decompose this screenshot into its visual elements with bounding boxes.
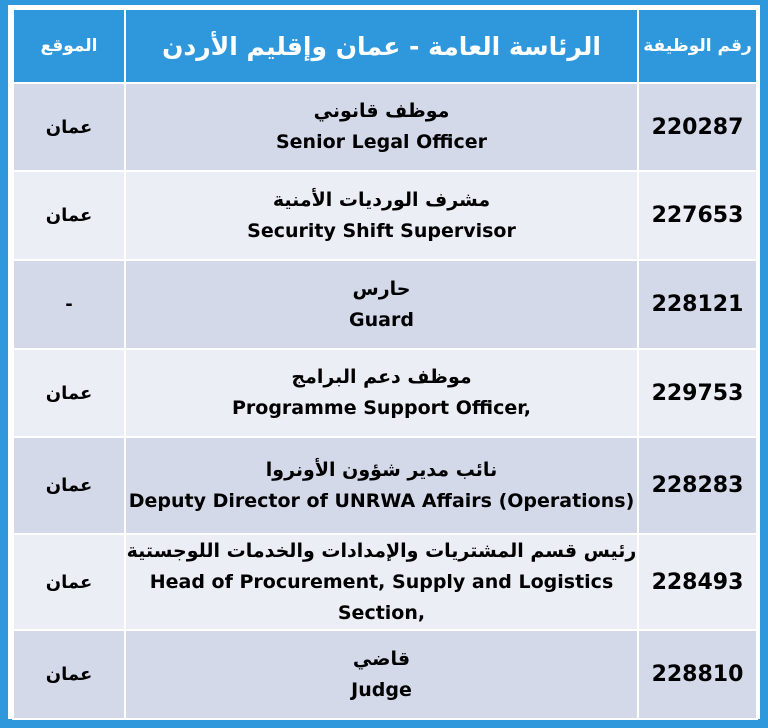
job-title-english: Programme Support Officer, — [231, 397, 532, 419]
cell-job-title — [125, 437, 638, 534]
job-title-arabic: نائب مدير شؤون الأونروا — [265, 458, 498, 481]
job-title-arabic: قاضي — [352, 647, 411, 670]
cell-job-number: 220287 — [638, 83, 757, 171]
cell-location: عمان — [13, 534, 125, 630]
job-title-arabic: حارس — [352, 277, 411, 300]
cell-job-title — [125, 349, 638, 437]
cell-location: عمان — [13, 437, 125, 534]
job-listing-frame — [8, 5, 760, 719]
cell-job-title — [125, 171, 638, 260]
cell-location: عمان — [13, 630, 125, 719]
cell-job-number: 228810 — [638, 630, 757, 719]
cell-job-number: 227653 — [638, 171, 757, 260]
job-title-english: Judge — [351, 678, 412, 701]
job-title-arabic: موظف قانوني — [313, 100, 450, 122]
header-job-number: رقم الوظيفة — [638, 9, 757, 83]
table-row — [13, 171, 757, 260]
table-row — [13, 437, 757, 534]
job-title-english: Senior Legal Officer — [275, 131, 488, 153]
cell-job-title — [125, 83, 638, 171]
cell-job-number: 228283 — [638, 437, 757, 534]
cell-location: عمان — [13, 349, 125, 437]
job-title-arabic: موظف دعم البرامج — [291, 366, 472, 388]
table-row — [13, 534, 757, 630]
cell-location: - — [13, 260, 125, 349]
job-title-english: Deputy Director of UNRWA Affairs (Operations) — [128, 489, 635, 512]
cell-job-number: 229753 — [638, 349, 757, 437]
table-row — [13, 630, 757, 719]
cell-job-number: 228121 — [638, 260, 757, 349]
cell-job-title — [125, 630, 638, 719]
job-title-arabic: رئيس قسم المشتريات والإمدادات والخدمات اللوجستية — [126, 539, 637, 562]
cell-location: عمان — [13, 171, 125, 260]
header-title: الرئاسة العامة - عمان وإقليم الأردن — [125, 9, 638, 83]
job-title-arabic: مشرف الورديات الأمنية — [272, 188, 491, 211]
table-row — [13, 349, 757, 437]
table-row — [13, 260, 757, 349]
job-title-english: Security Shift Supervisor — [247, 219, 516, 242]
table-header-row — [13, 9, 757, 83]
job-table — [12, 8, 758, 720]
header-location: الموقع — [13, 9, 125, 83]
table-row — [13, 83, 757, 171]
cell-job-title — [125, 260, 638, 349]
job-title-english: Guard — [349, 308, 414, 331]
cell-location: عمان — [13, 83, 125, 171]
cell-job-title — [125, 534, 638, 630]
cell-job-number: 228493 — [638, 534, 757, 630]
job-title-english: Head of Procurement, Supply and Logistics Section, — [149, 570, 614, 624]
